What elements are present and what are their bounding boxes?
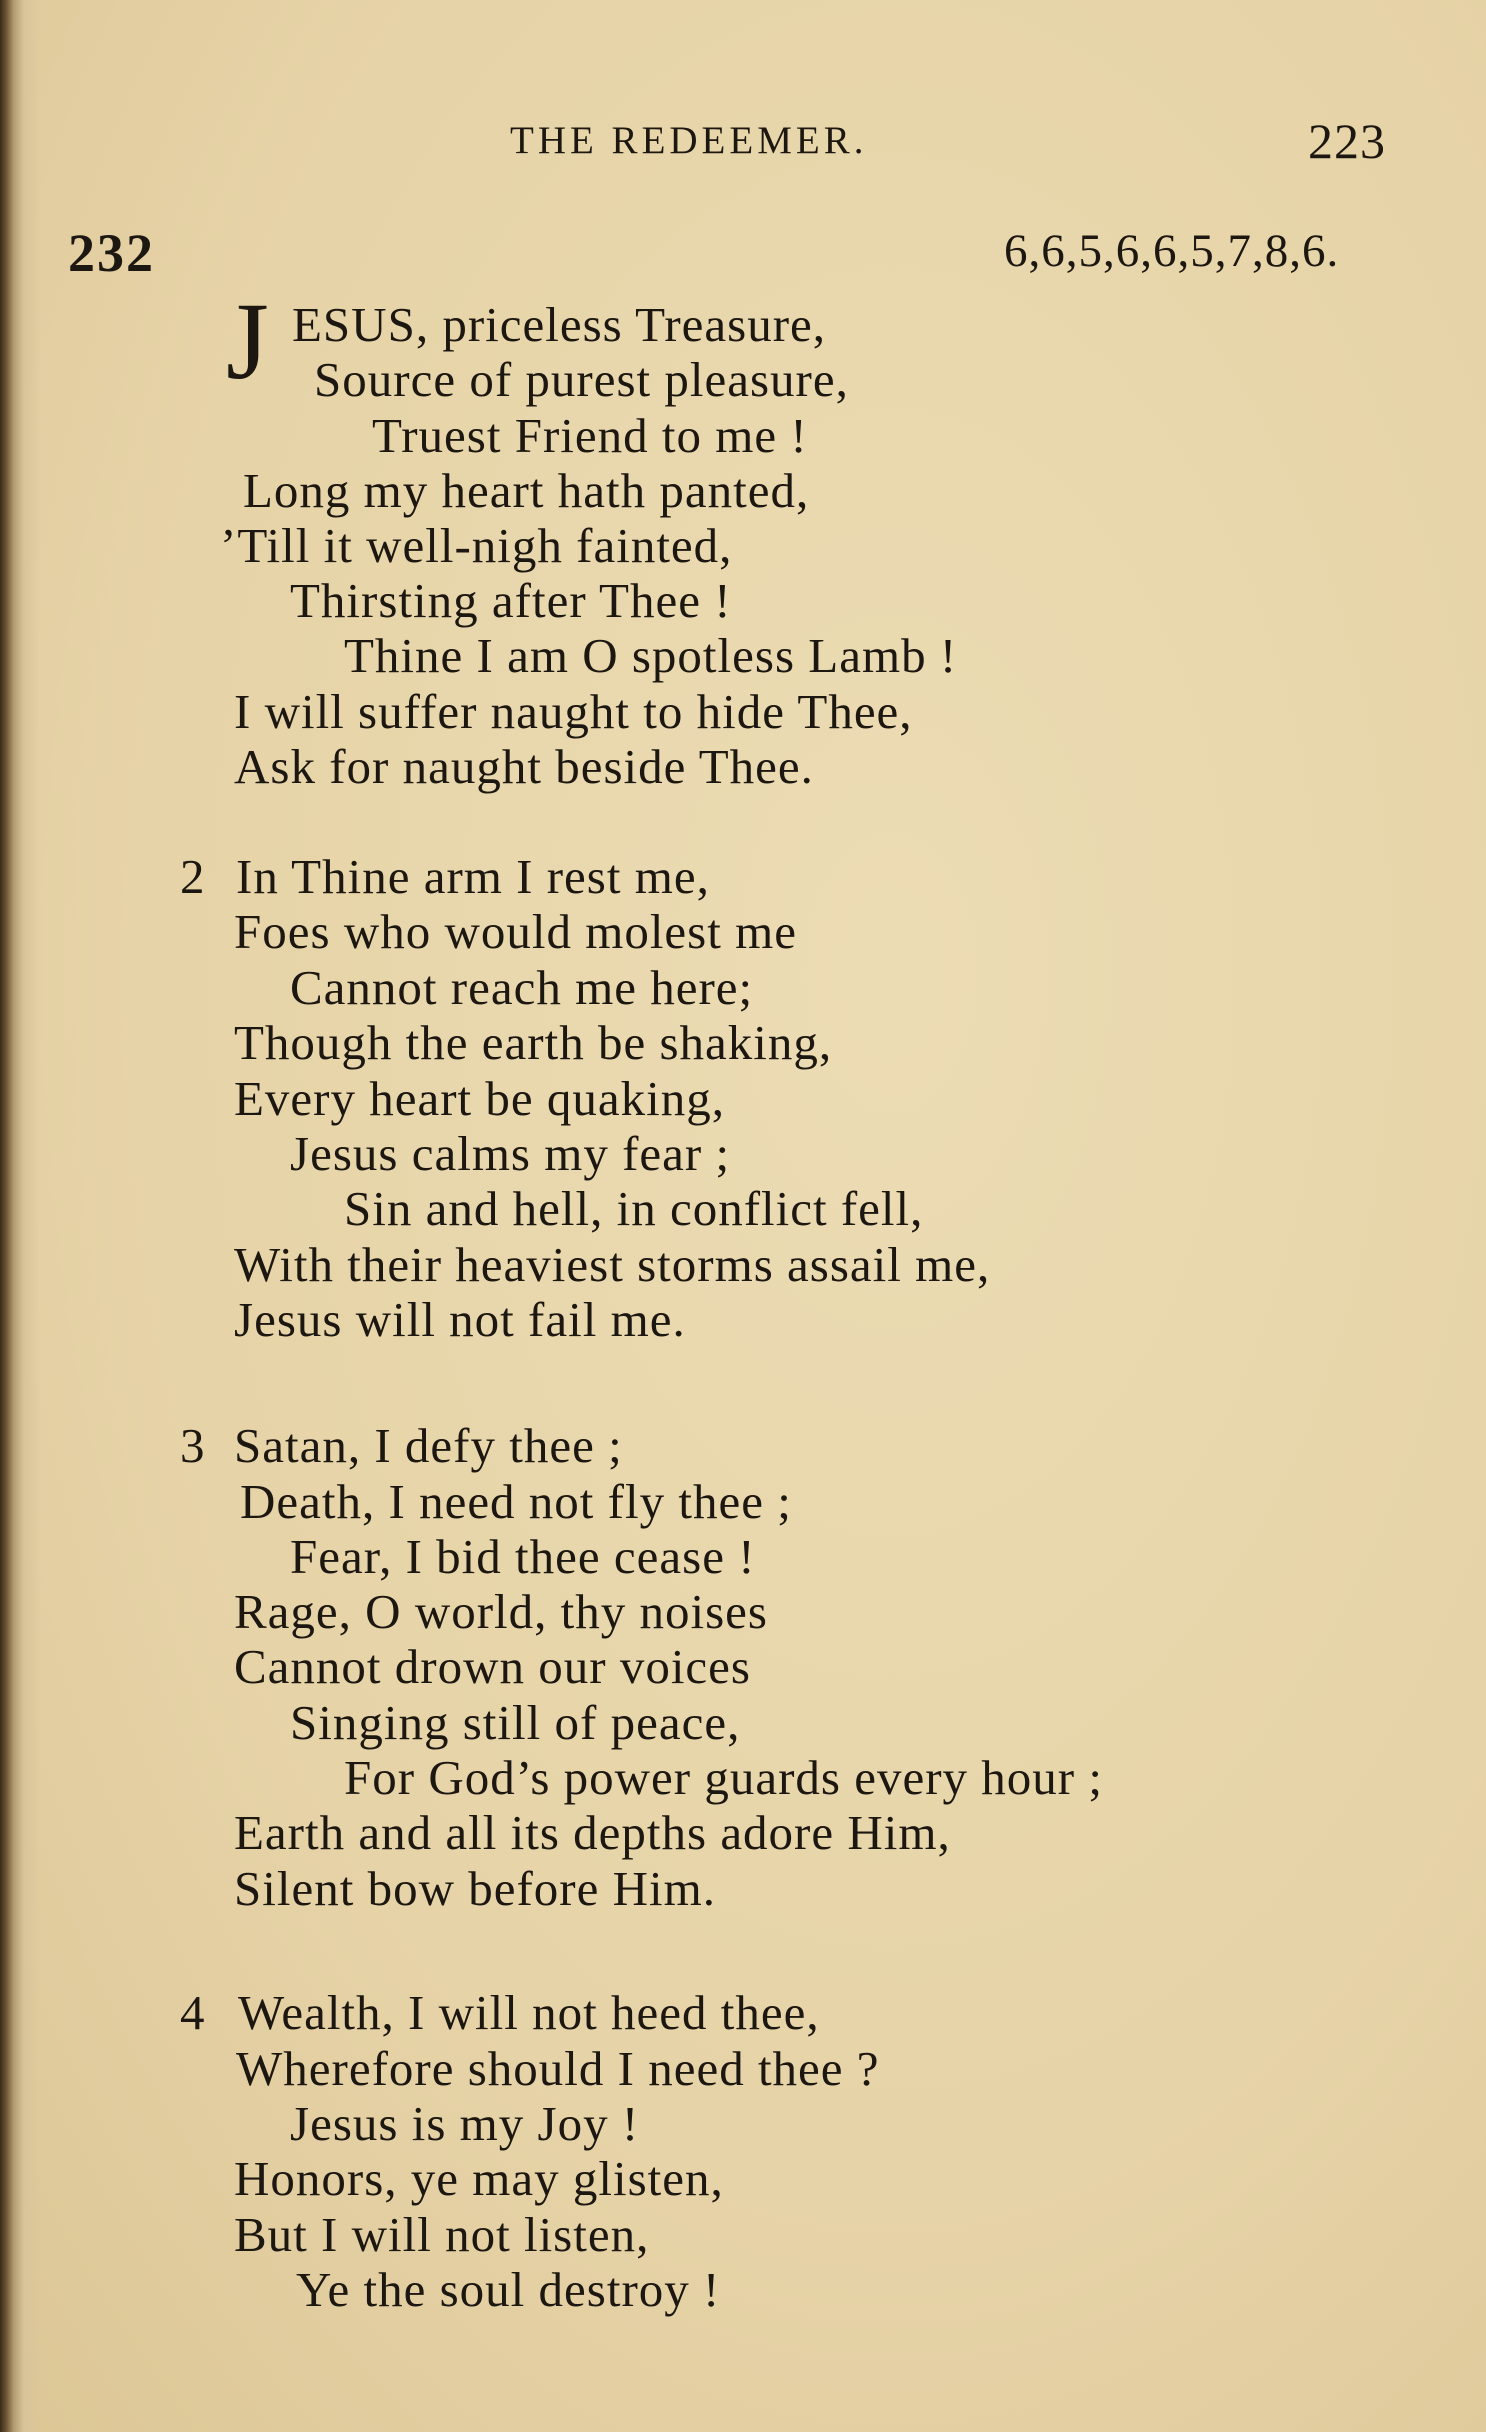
hymn-meter: 6,6,5,6,6,5,7,8,6.	[1004, 225, 1340, 277]
verse-line: For God’s power guards every hour ;	[344, 1750, 1103, 1805]
verse-line: Sin and hell, in conflict fell,	[344, 1181, 924, 1236]
verse-number: 2	[180, 849, 205, 904]
verse-line: Rage, O world, thy noises	[234, 1584, 768, 1639]
verse-line: Earth and all its depths adore Him,	[234, 1805, 951, 1860]
verse-line: Wherefore should I need thee ?	[236, 2041, 880, 2096]
running-head: THE REDEEMER.	[510, 119, 868, 162]
verse-line: Honors, ye may glisten,	[234, 2151, 724, 2206]
verse-line: ’Till it well-nigh fainted,	[220, 518, 733, 573]
verse-line: I will suffer naught to hide Thee,	[234, 684, 913, 739]
verse-line: Silent bow before Him.	[234, 1861, 716, 1916]
verse-line: Wealth, I will not heed thee,	[238, 1985, 820, 2040]
verse-line: Singing still of peace,	[290, 1695, 741, 1750]
verse-line: Though the earth be shaking,	[234, 1015, 833, 1070]
hymn-number: 232	[68, 223, 155, 283]
drop-cap: J	[226, 280, 269, 402]
page-number: 223	[1308, 113, 1386, 169]
verse-line: Ask for naught beside Thee.	[234, 739, 814, 794]
verse-line: Source of purest pleasure,	[314, 352, 849, 407]
verse-line: Death, I need not fly thee ;	[240, 1474, 792, 1529]
verse-line: Every heart be quaking,	[234, 1071, 726, 1126]
verse-line: In Thine arm I rest me,	[236, 849, 710, 904]
verse-line: But I will not listen,	[234, 2207, 650, 2262]
verse-line: Jesus calms my fear ;	[290, 1126, 731, 1181]
verse-line: With their heaviest storms assail me,	[234, 1237, 991, 1292]
verse-line: Jesus is my Joy !	[290, 2096, 640, 2151]
verse-line: Fear, I bid thee cease !	[290, 1529, 756, 1584]
verse-line: Thine I am O spotless Lamb !	[344, 628, 958, 683]
verse-number: 4	[180, 1985, 205, 2040]
verse-line: Foes who would molest me	[234, 904, 797, 959]
verse-line: Thirsting after Thee !	[290, 573, 732, 628]
verse-line: Cannot reach me here;	[290, 960, 754, 1015]
verse-line: Ye the soul destroy !	[296, 2262, 721, 2317]
verse-line: Jesus will not fail me.	[234, 1292, 686, 1347]
verse-line: Satan, I defy thee ;	[234, 1418, 623, 1473]
verse-line: Cannot drown our voices	[234, 1639, 751, 1694]
verse-line: Truest Friend to me !	[372, 408, 808, 463]
verse-number: 3	[180, 1418, 205, 1473]
verse-line: Long my heart hath panted,	[243, 463, 810, 518]
verse-line: ESUS, priceless Treasure,	[292, 297, 827, 352]
